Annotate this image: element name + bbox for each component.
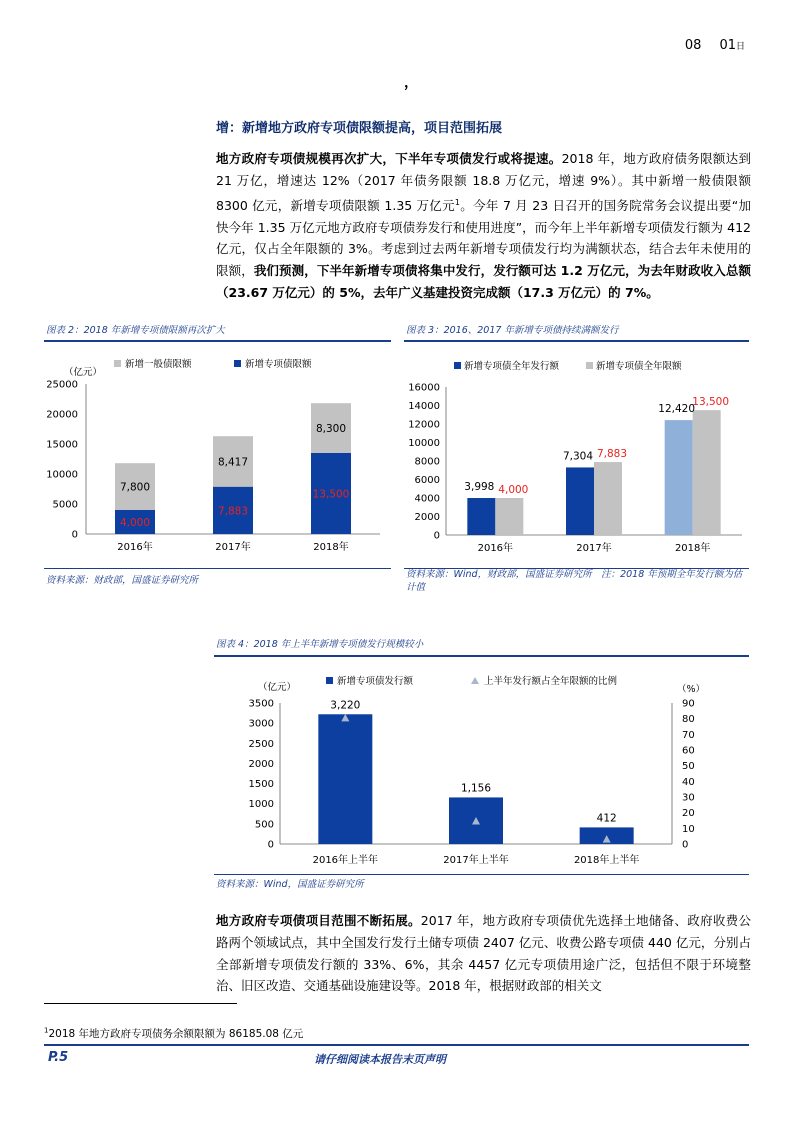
fig4-xtick: 2017年上半年 [443,855,509,866]
footnote-ref[interactable]: 1 [454,197,460,207]
footnote-number: 1 [44,1026,49,1035]
fig4-xtick: 2018年上半年 [573,855,640,866]
fig4-ytick-left: 3500 [248,698,274,710]
fig4-legend-swatch-issued [326,677,333,684]
fig2-legend-swatch-general [114,360,121,367]
fig3-ytick: 2000 [414,512,440,523]
fig2-ytick: 25000 [46,379,78,391]
fig3-bar-issued [665,420,693,535]
fig4-bar-issued [318,714,372,844]
fig4-label-issued: 3,220 [330,699,361,712]
fig4-unit-right: （%） [677,684,706,695]
fig2-xtick: 2018年 [313,542,349,553]
fig3-xtick: 2018年 [674,543,711,554]
fig2-label-special: 13,500 [312,488,350,501]
fig2-label-general: 8,300 [315,423,347,436]
fig2-top-rule [44,340,391,342]
fig3-bar-limit [693,410,721,535]
paragraph-1 [216,148,751,304]
fig2-ytick: 5000 [52,499,78,511]
fig4-legend-swatch-ratio [471,677,479,684]
header-mark: ， [404,75,418,91]
fig4-ytick-right: 30 [682,792,695,804]
fig4-ytick-left: 2000 [248,758,274,770]
fig2-ytick: 20000 [46,409,78,421]
fig3-ytick: 0 [433,530,440,542]
fig2-title: 图表 2：2018 年新增专项债限额再次扩大 [46,325,225,336]
fig3-ytick: 12000 [408,419,440,431]
fig3-bar-limit [594,462,622,535]
fig4-ytick-right: 10 [682,823,695,835]
page-number: P.5 [48,1050,69,1065]
paragraph-2 [216,910,751,997]
fig4-legend-ratio: 上半年发行额占全年限额的比例 [484,676,618,687]
fig4-label-issued: 412 [596,812,617,825]
fig2-source: 资料来源：财政部，国盛证券研究所 [46,575,199,586]
fig3-ytick: 14000 [408,401,440,412]
fig4-chart [214,660,749,872]
fig2-ytick: 10000 [46,469,78,481]
fig4-xtick: 2016年上半年 [312,855,379,866]
fig3-ytick: 6000 [414,475,440,486]
footnote-divider [44,1003,237,1004]
fig4-ytick-right: 0 [682,839,689,851]
fig4-bottom-rule [214,874,749,875]
fig2-label-special: 7,883 [217,505,249,518]
fig4-ytick-right: 60 [682,745,695,757]
disclaimer-note[interactable]: 请仔细阅读本报告末页声明 [314,1053,446,1066]
fig3-bar-issued [467,498,495,535]
fig3-legend-swatch-limit [586,362,593,369]
paragraph-2-text: 2017 年，地方政府专项债优先选择土地储备、政府收费公路两个领域试点，其中全国发行发行土储专项债 2407 亿元、收费公路专项债 440 亿元，分别占全部新增专项债发行额的 33%、6%，其余 4457 亿元专项债用途广泛，包括但不限于环境整治、旧区改造、交通基础设施建设等。2018 年，根据财政部的相关文 [216,913,751,994]
fig2-bottom-rule [44,568,391,569]
fig4-ytick-right: 20 [682,808,695,820]
fig3-ytick: 4000 [414,493,440,505]
fig4-ytick-left: 1500 [248,779,274,791]
fig2-legend-special: 新增专项债限额 [245,359,312,370]
fig3-xtick: 2016年 [477,543,514,554]
paragraph-1-lead: 地方政府专项债规模再次扩大，下半年专项债发行或将提速。 [216,151,562,166]
fig2-label-general: 8,417 [217,456,249,469]
fig3-top-rule [404,340,749,342]
fig2-unit-label: （亿元） [64,367,103,378]
fig4-legend-issued: 新增专项债发行额 [337,676,414,687]
fig3-legend-swatch-issued [454,362,461,369]
fig4-ytick-right: 50 [682,761,695,773]
date-number-2: 01 [719,38,736,53]
fig2-legend-general: 新增一般债限额 [125,359,192,370]
fig3-label-issued: 12,420 [658,403,696,416]
fig4-ytick-left: 500 [254,819,274,831]
fig4-ytick-left: 0 [267,839,274,851]
fig3-label-issued: 7,304 [562,450,594,463]
footnote [44,1026,303,1041]
fig2-ytick: 0 [71,529,78,541]
paragraph-1-forecast: 我们预测，下半年新增专项债将集中发行，发行额可达 1.2 万亿元，为去年财政收入总额（23.67 万亿元）的 5%，去年广义基建投资完成额（17.3 万亿元）的 7%。 [216,263,751,300]
fig4-source: 资料来源：Wind，国盛证券研究所 [216,879,364,890]
paragraph-2-lead: 地方政府专项债项目范围不断拓展。 [216,913,421,928]
fig4-unit-left: （亿元） [258,682,297,693]
footer-rule [44,1044,749,1046]
fig2-xtick: 2016年 [117,542,153,553]
fig4-ytick-left: 1000 [248,799,274,811]
fig4-ytick-right: 80 [682,714,695,726]
fig3-legend-issued: 新增专项债全年发行额 [464,361,560,372]
fig3-ytick: 8000 [414,456,440,468]
section-title: 增：新增地方政府专项债限额提高，项目范围拓展 [216,121,503,136]
fig2-chart [44,344,391,566]
fig3-label-limit: 7,883 [596,448,628,461]
fig4-label-issued: 1,156 [460,782,492,795]
fig3-source: 资料来源：Wind，财政部，国盛证券研究所 注：2018 年预期全年发行额为估计值 [406,569,743,593]
fig2-legend-swatch-special [234,360,241,367]
fig3-chart [404,344,749,566]
fig3-xtick: 2017年 [576,543,612,554]
fig3-label-issued: 3,998 [464,481,495,494]
report-date [685,38,745,53]
fig2-xtick: 2017年 [215,542,251,553]
fig4-ytick-right: 90 [682,698,695,710]
footnote-text: 2018 年地方政府专项债务余额限额为 86185.08 亿元 [48,1028,304,1040]
fig4-title: 图表 4：2018 年上半年新增专项债发行规模较小 [216,639,424,650]
paragraph-1-text-b: 。今年 7 月 23 日召开的国务院常务会议提出要“加快今年 1.35 万亿元地方政府专项债券发行和使用进度”，而今年上半年新增专项债发行额为 412 亿元，仅占全年限额的 3%。考虑到过去两年新增专项债发行均为满额状态，结合去年未使用的限额， [216,197,751,279]
fig3-title: 图表 3：2016、2017 年新增专项债持续满额发行 [406,325,619,336]
fig3-ytick: 10000 [408,438,440,449]
fig2-label-special: 4,000 [119,517,151,529]
fig3-bar-issued [566,467,594,535]
paragraph-1-text-a: 2018 年，地方政府债务限额达到 21 万亿，增速达 12%（2017 年债务限额 18.8 万亿元，增速 9%）。其中新增一般债限额 8300 亿元，新增专项债限额 1.35 万亿元 [216,151,751,213]
fig4-ytick-right: 40 [682,776,695,788]
fig4-ytick-right: 70 [682,729,695,741]
fig3-bar-limit [495,498,523,535]
date-day-char: 日 [735,42,745,52]
fig3-label-limit: 4,000 [498,484,529,496]
fig3-label-limit: 13,500 [692,396,730,409]
fig4-ytick-left: 3000 [248,718,274,730]
fig3-ytick: 16000 [408,382,440,394]
date-number-1: 08 [684,38,702,53]
fig4-ytick-left: 2500 [248,738,274,750]
fig4-top-rule [214,655,749,657]
fig3-legend-limit: 新增专项债全年限额 [596,361,682,372]
fig2-label-general: 7,800 [119,481,151,494]
fig2-ytick: 15000 [46,439,78,451]
